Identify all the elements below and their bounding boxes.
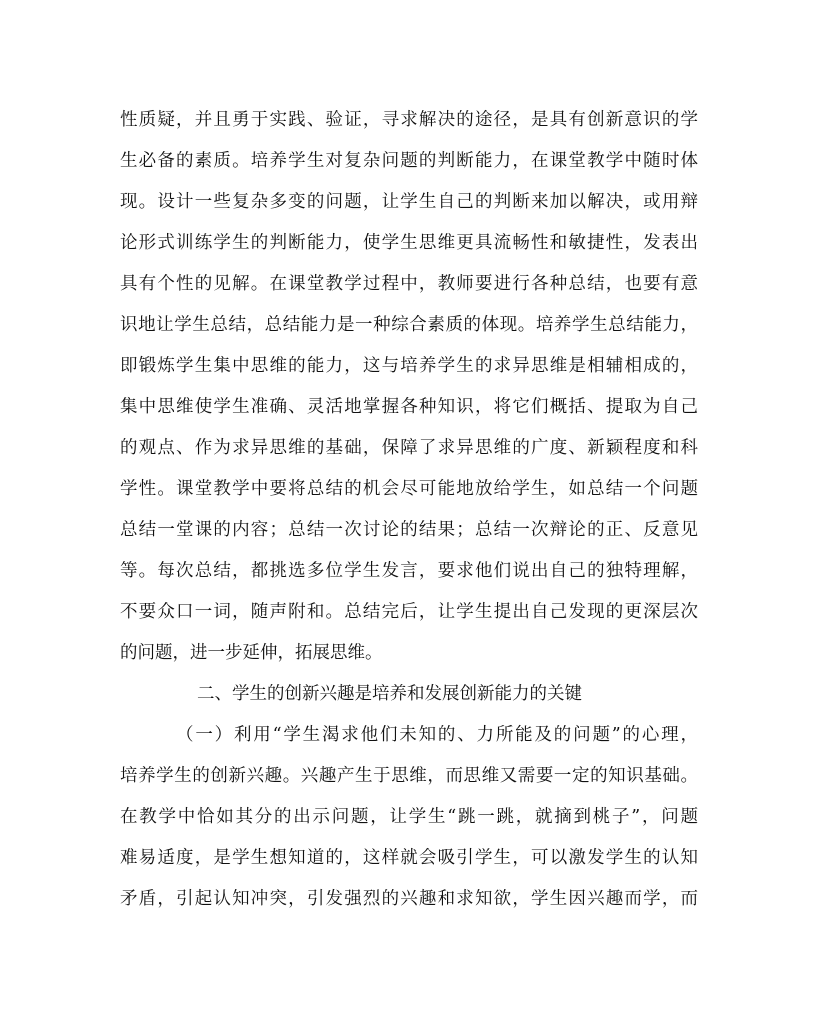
text-line: 在教学中恰如其分的出示问题，让学生“跳一跳，就摘到桃子”，问题 xyxy=(120,807,698,827)
text-line: 等。每次总结，都挑选多位学生发言，要求他们说出自己的独特理解， xyxy=(120,561,698,581)
text-line: 学性。课堂教学中要将总结的机会尽可能地放给学生，如总结一个问题 xyxy=(120,479,698,499)
text-line: 集中思维使学生准确、灵活地掌握各种知识，将它们概括、提取为自己 xyxy=(120,397,698,417)
text-line: 的观点、作为求异思维的基础，保障了求异思维的广度、新颖程度和科 xyxy=(120,438,698,458)
text-line: 矛盾，引起认知冲突，引发强烈的兴趣和求知欲，学生因兴趣而学，而 xyxy=(120,889,698,909)
text-line: 具有个性的见解。在课堂教学过程中，教师要进行各种总结，也要有意 xyxy=(120,274,698,294)
section-heading: 二、学生的创新兴趣是培养和发展创新能力的关键 xyxy=(197,684,582,704)
text-line: （一）利用“学生渴求他们未知的、力所能及的问题”的心理， xyxy=(176,725,698,745)
text-line: 现。设计一些复杂多变的问题，让学生自己的判断来加以解决，或用辩 xyxy=(120,192,698,212)
text-line: 难易适度，是学生想知道的，这样就会吸引学生，可以激发学生的认知 xyxy=(120,848,698,868)
text-line: 论形式训练学生的判断能力，使学生思维更具流畅性和敏捷性，发表出 xyxy=(120,233,698,253)
text-line: 识地让学生总结，总结能力是一种综合素质的体现。培养学生总结能力， xyxy=(120,315,698,335)
text-line: 的问题，进一步延伸，拓展思维。 xyxy=(120,643,383,663)
text-line: 培养学生的创新兴趣。兴趣产生于思维，而思维又需要一定的知识基础。 xyxy=(120,766,698,786)
text-line: 不要众口一词，随声附和。总结完后，让学生提出自己发现的更深层次 xyxy=(120,602,698,622)
text-line: 性质疑，并且勇于实践、验证，寻求解决的途径，是具有创新意识的学 xyxy=(120,110,698,130)
text-line: 总结一堂课的内容；总结一次讨论的结果；总结一次辩论的正、反意见 xyxy=(120,520,698,540)
text-line: 生必备的素质。培养学生对复杂问题的判断能力，在课堂教学中随时体 xyxy=(120,151,698,171)
text-line: 即锻炼学生集中思维的能力，这与培养学生的求异思维是相辅相成的， xyxy=(120,356,698,376)
